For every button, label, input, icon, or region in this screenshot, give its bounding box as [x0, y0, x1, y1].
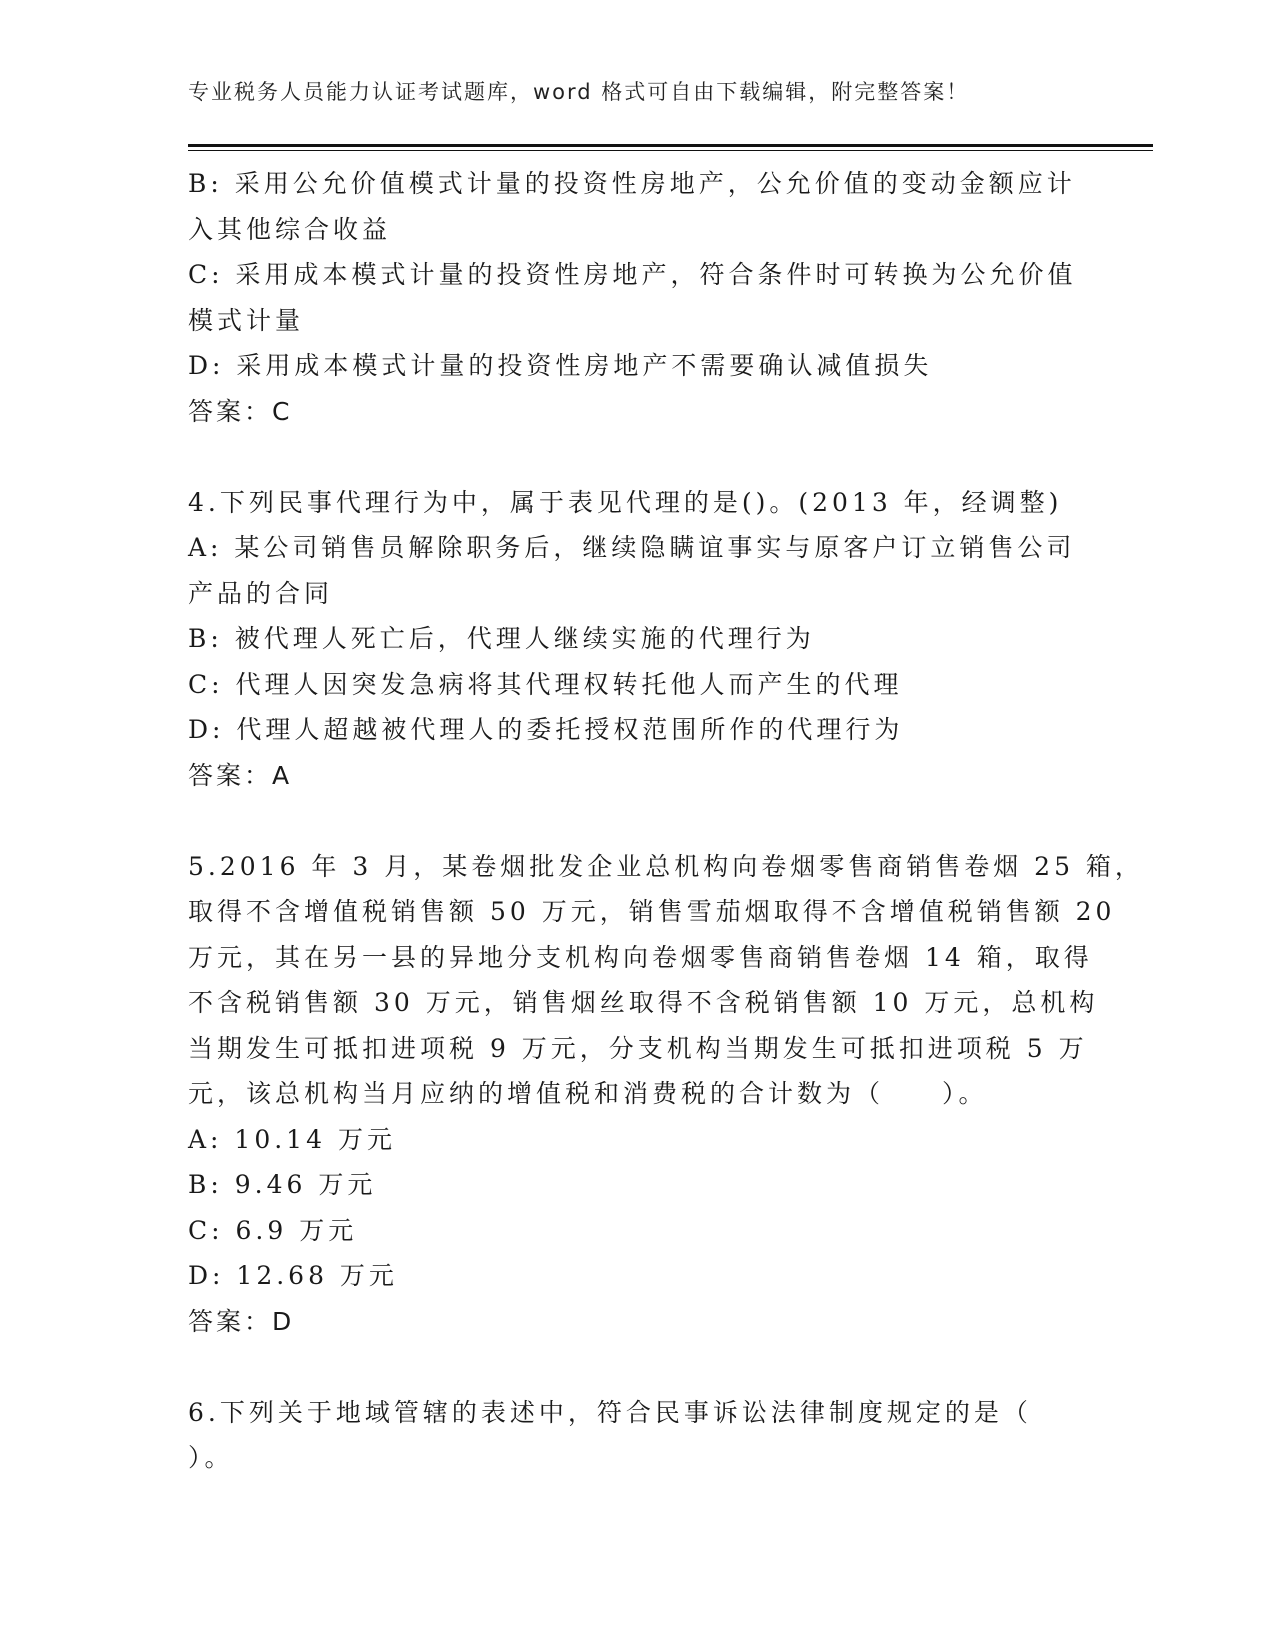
- header-rule-thin: [188, 150, 1153, 151]
- q5-option-d: D: 12.68 万元: [188, 1261, 398, 1290]
- q3-answer: 答案：C: [188, 396, 293, 426]
- question-6: [188, 1390, 1088, 1481]
- q4-option-a-line2: 产品的合同: [188, 578, 334, 608]
- q6-stem-line2: ）。: [188, 1443, 234, 1472]
- q6-stem-line1: 6.下列关于地域管辖的表述中，符合民事诉讼法律制度规定的是（: [188, 1397, 1032, 1427]
- q5-stem-line: 5.2016 年 3 月，某卷烟批发企业总机构向卷烟零售商销售卷烟 25 箱，: [188, 851, 1144, 881]
- q4-option-b: B: 被代理人死亡后，代理人继续实施的代理行为: [188, 624, 815, 653]
- question-4: [188, 480, 1088, 799]
- question-5: [188, 844, 1144, 1345]
- q4-answer: 答案：A: [188, 760, 293, 790]
- spacer: [188, 1344, 1088, 1390]
- q5-option-a: A: 10.14 万元: [188, 1124, 396, 1154]
- q3-option-b-line2: 入其他综合收益: [188, 214, 392, 244]
- question-3: [188, 161, 1088, 434]
- q5-option-c: C: 6.9 万元: [188, 1215, 358, 1245]
- document-body: [188, 161, 1144, 1481]
- q5-stem-line: 当期发生可抵扣进项税 9 万元，分支机构当期发生可抵扣进项税 5 万: [188, 1033, 1088, 1063]
- q5-stem-line: 万元，其在另一县的异地分支机构向卷烟零售商销售卷烟 14 箱，取得: [188, 942, 1093, 972]
- header-rule-thick: [188, 144, 1153, 147]
- q5-stem-line: 不含税销售额 30 万元，销售烟丝取得不含税销售额 10 万元，总机构: [188, 988, 1099, 1017]
- page-header: 专业税务人员能力认证考试题库，word 格式可自由下载编辑，附完整答案！: [188, 80, 970, 104]
- spacer: [188, 434, 1088, 480]
- q3-option-b-line1: B: 采用公允价值模式计量的投资性房地产，公允价值的变动金额应计: [188, 169, 1076, 198]
- spacer: [188, 798, 1088, 844]
- q5-option-b: B: 9.46 万元: [188, 1170, 377, 1199]
- q5-stem-line: 元，该总机构当月应纳的增值税和消费税的合计数为（ ）。: [188, 1079, 988, 1108]
- q4-stem: 4.下列民事代理行为中，属于表见代理的是()。(2013 年，经调整): [188, 487, 1063, 517]
- q4-option-d: D: 代理人超越被代理人的委托授权范围所作的代理行为: [188, 715, 904, 744]
- q3-option-c-line2: 模式计量: [188, 305, 305, 335]
- q4-option-c: C: 代理人因突发急病将其代理权转托他人而产生的代理: [188, 669, 903, 699]
- q3-option-c-line1: C: 采用成本模式计量的投资性房地产，符合条件时可转换为公允价值: [188, 260, 1077, 289]
- q4-option-a-line1: A: 某公司销售员解除职务后，继续隐瞒谊事实与原客户订立销售公司: [188, 533, 1076, 562]
- q3-option-d: D: 采用成本模式计量的投资性房地产不需要确认减值损失: [188, 351, 933, 380]
- q5-answer: 答案：D: [188, 1306, 295, 1336]
- q5-stem-line: 取得不含增值税销售额 50 万元，销售雪茄烟取得不含增值税销售额 20: [188, 897, 1116, 926]
